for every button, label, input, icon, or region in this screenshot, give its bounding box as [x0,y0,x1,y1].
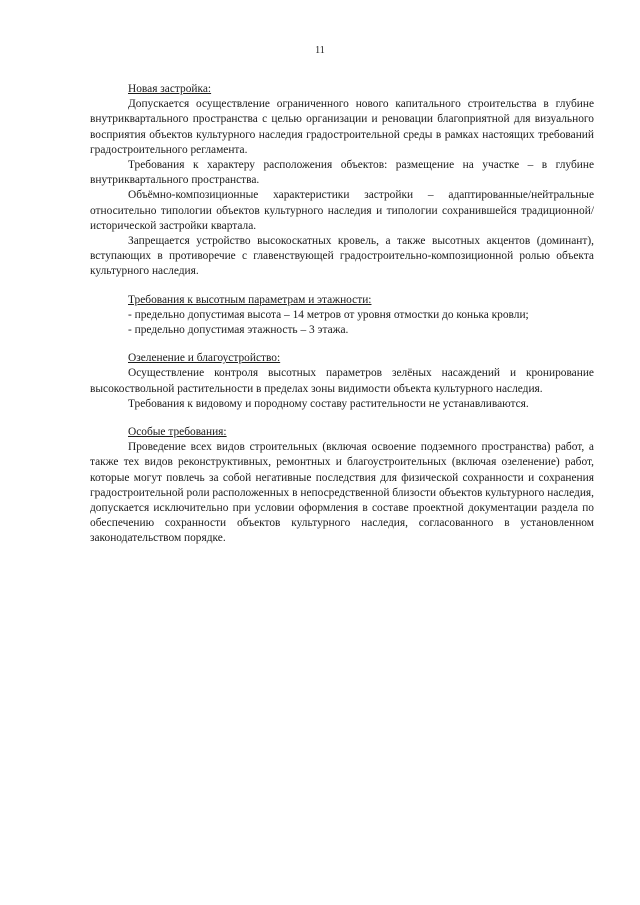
paragraph: Объёмно-композиционные характеристики застройки – адаптированные/нейтральные относительно типологии объектов культурного наследия и типологии сохранившейся традиционной/исторической застройки квартала. [90,189,594,232]
section-spacer [90,280,594,293]
section-spacer [90,338,594,351]
list-item: - предельно допустимая высота – 14 метров от уровня отмостки до конька кровли; [128,308,529,321]
list-item: - предельно допустимая этажность – 3 этажа. [128,324,349,337]
paragraph: Требования к характеру расположения объектов: размещение на участке – в глубине внутриквартального пространства. [90,159,594,187]
paragraph: Допускается осуществление ограниченного нового капитального строительства в глубине внутриквартального пространства с целью организации и реновации благоприятной для визуального восприятия объектов культурного наследия градостроительной среды в рамках настоящих требований градостроительного регламента. [90,98,594,156]
section-spacer [90,412,594,425]
section-heading: Требования к высотным параметрам и этажности: [128,293,372,306]
section-heading: Озеленение и благоустройство: [128,352,281,365]
paragraph: Осуществление контроля высотных параметров зелёных насаждений и кронирование высокоствольной растительности в пределах зоны видимости объекта культурного наследия. [90,367,594,395]
section-special-requirements [90,425,594,547]
paragraph: Запрещается устройство высокоскатных кровель, а также высотных акцентов (доминант), вступающих в противоречие с главенствующей градостроительно-композиционной ролью объекта культурного наследия. [90,235,594,278]
section-new-construction [90,82,594,280]
section-landscaping [90,351,594,412]
document-body [90,82,594,547]
paragraph: Проведение всех видов строительных (включая освоение подземного пространства) работ, а также тех видов реконструктивных, ремонтных и благоустроительных (включая озеленение) работ, которые могут повлечь за собой негативные последствия для физической сохранности и сохранения градостроительной роли расположенных в непосредственной близости объектов культурного наследия, допускается исключительно при условии оформления в составе проектной документации раздела по обеспечению сохранности объектов культурного наследия, согласованного в установленном законодательством порядке. [90,441,594,545]
section-heading: Новая застройка: [128,83,212,95]
section-heading: Особые требования: [128,426,227,439]
page-number: 11 [315,45,325,56]
section-height-requirements [90,293,594,339]
paragraph: Требования к видовому и породному составу растительности не устанавливаются. [128,397,529,410]
